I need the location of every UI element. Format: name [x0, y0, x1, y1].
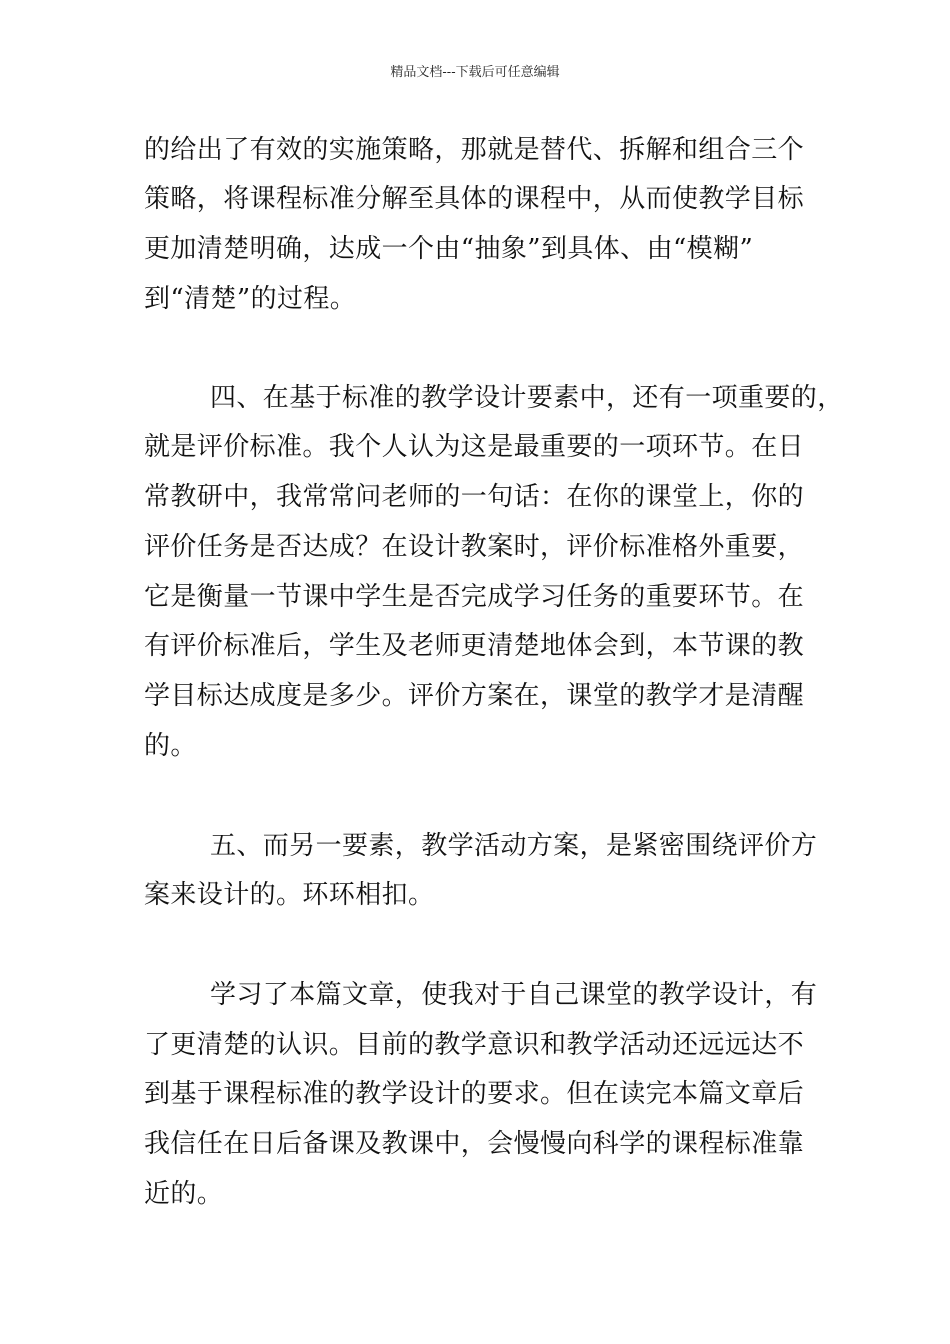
text-line: 更加清楚明确，达成一个由“抽象”到具体、由“模糊” — [144, 234, 754, 264]
text-line: 有评价标准后，学生及老师更清楚地体会到，本节课的教 — [144, 631, 805, 661]
text-line: 常教研中，我常常问老师的一句话：在你的课堂上，你的 — [144, 482, 805, 512]
text-line: 我信任在日后备课及教课中，会慢慢向科学的课程标准靠 — [144, 1129, 805, 1159]
text-line: 五、而另一要素，教学活动方案，是紧密围绕评价方 — [210, 831, 818, 861]
text-line: 的。 — [144, 731, 197, 761]
text-line: 评价任务是否达成？在设计教案时，评价标准格外重要， — [144, 532, 805, 562]
page-header: 精品文档---下载后可任意编辑 — [390, 65, 560, 80]
text-line: 到基于课程标准的教学设计的要求。但在读完本篇文章后 — [144, 1079, 805, 1109]
text-line: 就是评价标准。我个人认为这是最重要的一项环节。在日 — [144, 432, 805, 462]
text-line: 学习了本篇文章，使我对于自己课堂的教学设计，有 — [210, 980, 818, 1010]
text-line: 学目标达成度是多少。评价方案在，课堂的教学才是清醒 — [144, 681, 805, 711]
text-line: 近的。 — [144, 1179, 224, 1209]
text-line: 它是衡量一节课中学生是否完成学习任务的重要环节。在 — [144, 582, 805, 612]
text-line: 的给出了有效的实施策略，那就是替代、拆解和组合三个 — [144, 135, 805, 165]
text-line: 了更清楚的认识。目前的教学意识和教学活动还远远达不 — [144, 1030, 805, 1060]
text-line: 策略，将课程标准分解至具体的课程中，从而使教学目标 — [144, 184, 805, 214]
text-line: 到“清楚”的过程。 — [144, 284, 357, 314]
text-line: 案来设计的。环环相扣。 — [144, 880, 435, 910]
text-line: 四、在基于标准的教学设计要素中，还有一项重要的， — [210, 383, 844, 413]
